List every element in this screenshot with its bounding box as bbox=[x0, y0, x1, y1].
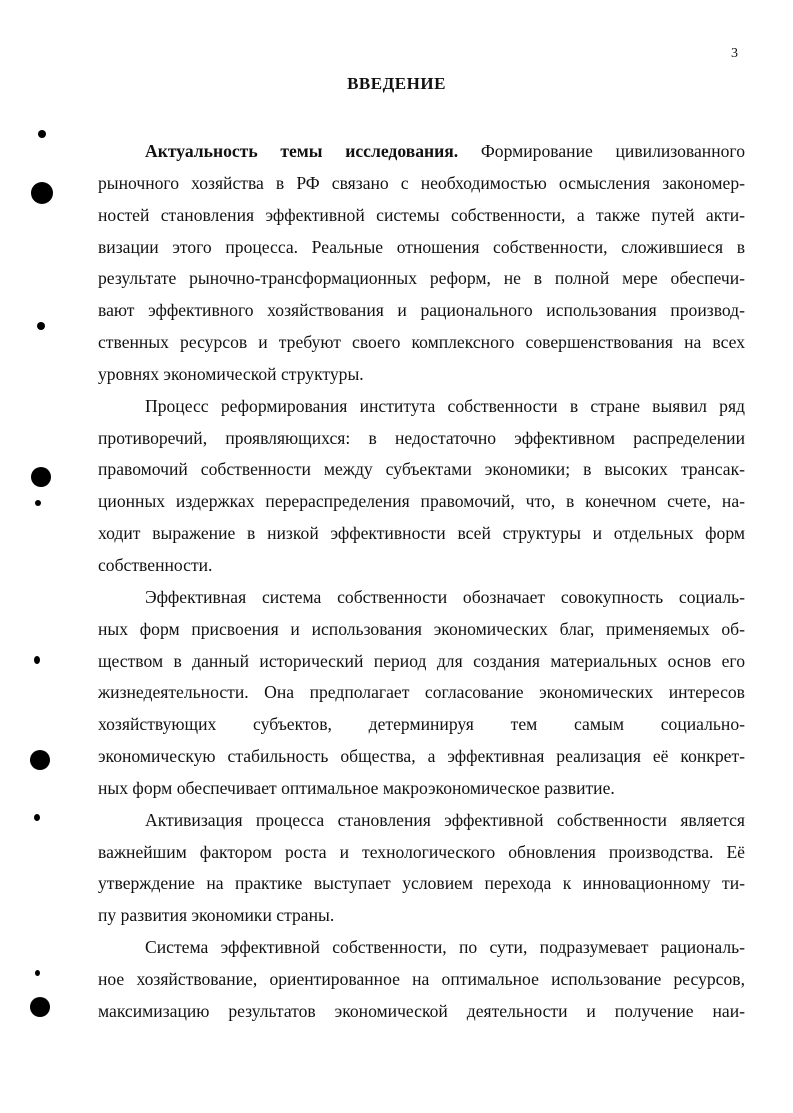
paragraph-1 bbox=[98, 136, 745, 391]
text-line: Активизация процесса становления эффективной собственности является bbox=[145, 809, 745, 830]
text-line: уровнях экономической структуры. bbox=[98, 363, 364, 384]
scan-hole-mark bbox=[35, 500, 41, 506]
scan-hole-mark bbox=[30, 997, 50, 1017]
paragraph-2 bbox=[98, 391, 745, 582]
scan-hole-mark bbox=[30, 750, 50, 770]
text-line: максимизацию результатов экономической деятельности и получение наи- bbox=[98, 1000, 745, 1021]
text-line: правомочий собственности между субъектами экономики; в высоких трансак- bbox=[98, 459, 745, 480]
paragraph-3 bbox=[98, 582, 745, 805]
scan-hole-mark bbox=[35, 970, 40, 976]
paragraph-5 bbox=[98, 932, 745, 1028]
text-line: ное хозяйствование, ориентированное на оптимальное использование ресурсов, bbox=[98, 968, 745, 989]
text-line: Процесс реформирования института собственности в стране выявил ряд bbox=[145, 395, 745, 416]
text-line: Эффективная система собственности обозначает совокупность социаль- bbox=[145, 586, 745, 607]
page-number: 3 bbox=[731, 46, 738, 61]
lead-heading: Актуальность темы исследования. bbox=[145, 141, 459, 161]
scan-hole-mark bbox=[37, 322, 45, 330]
text-line: ных форм присвоения и использования экономических благ, применяемых об- bbox=[98, 618, 745, 639]
text-line: ностей становления эффективной системы собственности, а также путей акти- bbox=[98, 204, 745, 225]
text-line: экономическую стабильность общества, а эффективная реализация её конкрет- bbox=[98, 746, 745, 767]
scan-hole-mark bbox=[34, 656, 40, 664]
text-line: важнейшим фактором роста и технологического обновления производства. Её bbox=[98, 841, 745, 862]
text-line: Актуальность темы исследования. Формирование цивилизованного bbox=[145, 141, 745, 161]
paragraph-4 bbox=[98, 805, 745, 932]
page-title: ВВЕДЕНИЕ bbox=[347, 74, 446, 93]
scan-hole-mark bbox=[34, 814, 40, 821]
text-line: ществом в данный исторический период для создания материальных основ его bbox=[98, 650, 745, 671]
text-line: ционных издержках перераспределения правомочий, что, в конечном счете, на- bbox=[98, 491, 745, 512]
text-line: жизнедеятельности. Она предполагает согласование экономических интересов bbox=[98, 682, 745, 703]
document-body bbox=[98, 136, 745, 1028]
text-line: вают эффективного хозяйствования и рационального использования производ- bbox=[98, 300, 745, 321]
scan-hole-mark bbox=[38, 130, 46, 138]
text-line: Система эффективной собственности, по сути, подразумевает рациональ- bbox=[145, 937, 745, 958]
text-line: ственных ресурсов и требуют своего комплексного совершенствования на всех bbox=[98, 332, 745, 353]
scan-hole-mark bbox=[31, 182, 53, 204]
text-line: собственности. bbox=[98, 554, 213, 575]
text-line: результате рыночно-трансформационных реформ, не в полной мере обеспечи- bbox=[98, 268, 745, 289]
scan-hole-mark bbox=[31, 467, 51, 487]
text-line: рыночного хозяйства в РФ связано с необходимостью осмысления закономер- bbox=[98, 172, 745, 193]
text-line: противоречий, проявляющихся: в недостаточно эффективном распределении bbox=[98, 427, 745, 448]
text-line: визации этого процесса. Реальные отношения собственности, сложившиеся в bbox=[98, 236, 745, 257]
text-line: ных форм обеспечивает оптимальное макроэкономическое развитие. bbox=[98, 777, 615, 798]
text-line: утверждение на практике выступает условием перехода к инновационному ти- bbox=[98, 873, 745, 894]
text-line: хозяйствующих субъектов, детерминируя тем самым социально- bbox=[98, 714, 745, 735]
text-line: пу развития экономики страны. bbox=[98, 905, 335, 926]
text-line: ходит выражение в низкой эффективности всей структуры и отдельных форм bbox=[98, 523, 745, 544]
